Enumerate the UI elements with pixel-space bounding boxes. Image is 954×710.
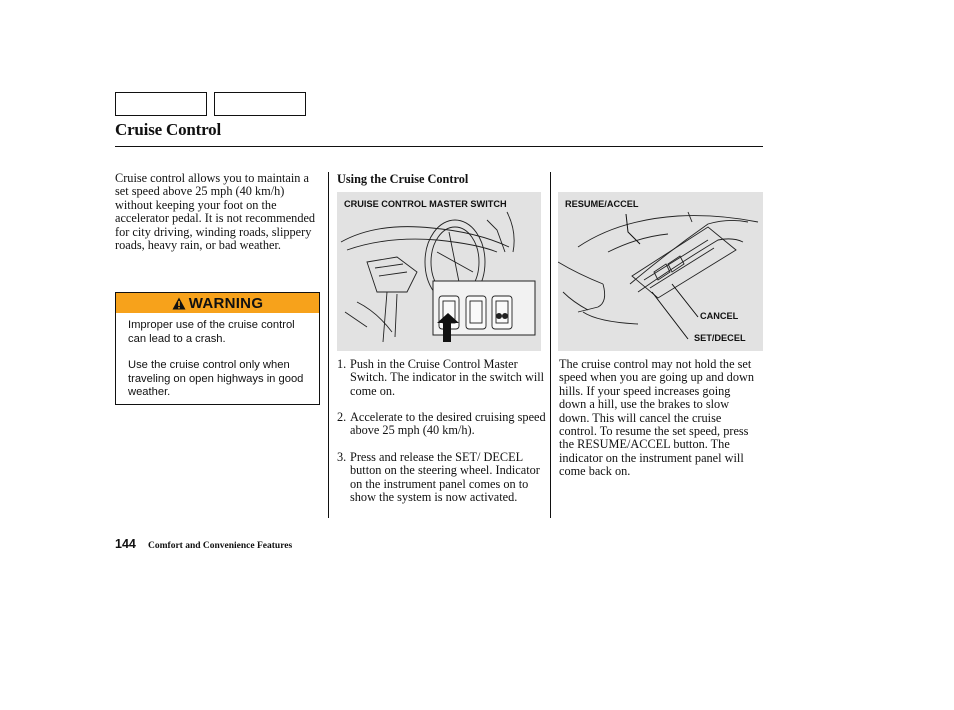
warning-box (115, 292, 320, 405)
title-rule (115, 146, 763, 147)
step-text: Accelerate to the desired cruising speed above 25 mph (40 km/h). (350, 410, 546, 438)
step-number: 2. (337, 410, 347, 424)
intro-paragraph: Cruise control allows you to maintain a set speed above 25 mph (40 km/h) without keeping your foot on the accelerator pedal. It is not recommended for city driving, winding roads, slippery roads, heavy rain, or bad weather. (115, 171, 316, 253)
column-divider-2 (550, 172, 551, 518)
header-tab-box-1 (115, 92, 207, 116)
step-2 (337, 411, 547, 438)
step-text: Push in the Cruise Control Master Switch. The indicator in the switch will come on. (350, 357, 545, 398)
warning-triangle-icon (172, 297, 186, 310)
warning-header (116, 293, 319, 313)
section-heading: Using the Cruise Control (337, 172, 469, 186)
set-decel-label: SET/DECEL (694, 333, 746, 343)
step-number: 3. (337, 450, 347, 464)
section-footer: Comfort and Convenience Features (148, 541, 293, 551)
step-text: Press and release the SET/ DECEL button on the steering wheel. Indicator on the instrument panel comes on to show the system is now activated. (350, 450, 540, 505)
master-switch-figure (337, 192, 541, 351)
steering-wheel-illustration (558, 192, 763, 351)
step-1 (337, 358, 547, 398)
step-number: 1. (337, 357, 347, 371)
page-number: 144 (115, 537, 136, 551)
dashboard-illustration (337, 192, 541, 351)
master-switch-label: CRUISE CONTROL MASTER SWITCH (344, 199, 507, 209)
header-tab-box-2 (214, 92, 306, 116)
resume-accel-label: RESUME/ACCEL (565, 199, 639, 209)
page-title: Cruise Control (115, 120, 221, 139)
warning-text-2: Use the cruise control only when traveling on open highways in good weather. (128, 359, 304, 398)
warning-label: WARNING (188, 294, 264, 312)
column-divider-1 (328, 172, 329, 518)
step-3 (337, 451, 547, 505)
steering-wheel-figure (558, 192, 763, 351)
cruise-note-paragraph: The cruise control may not hold the set speed when you are going up and down hills. If your speed increases going down a hill, use the brakes to slow down. This will cancel the cruise control. To resume the set speed, press the RESUME/ACCEL button. The indicator on the instrument panel will come back on. (559, 357, 754, 479)
warning-text-1: Improper use of the cruise control can lead to a crash. (128, 319, 295, 345)
cancel-label: CANCEL (700, 311, 739, 321)
